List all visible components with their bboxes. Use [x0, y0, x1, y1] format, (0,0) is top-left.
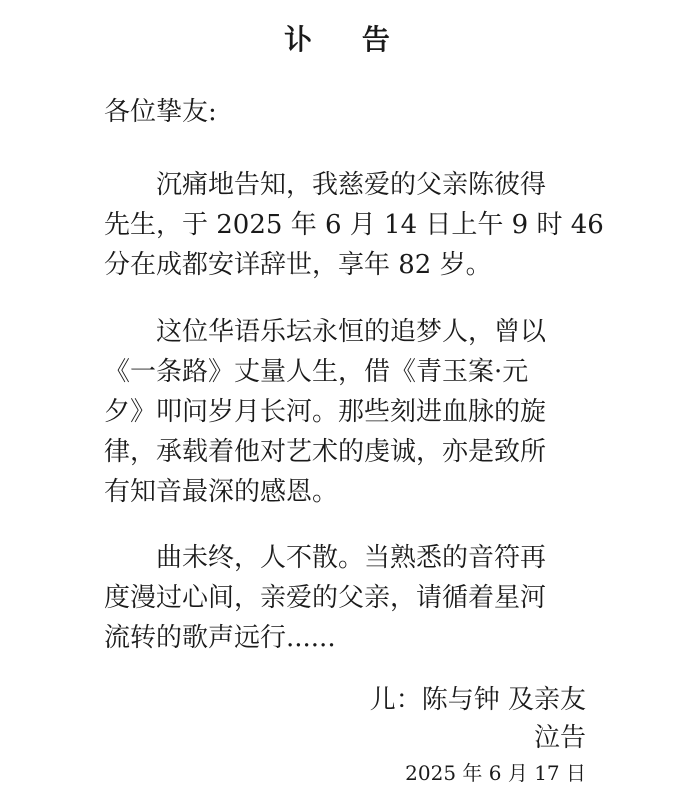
- paragraph-line: 夕》叩问岁月长河。那些刻进血脉的旋: [104, 397, 547, 427]
- signature-announce: 泣告: [533, 723, 586, 753]
- paragraph-line: 律，承载着他对艺术的虔诚，亦是致所: [104, 437, 547, 467]
- paragraph-line: 流转的歌声远行......: [104, 623, 336, 653]
- document-title: 讣 告: [284, 23, 410, 56]
- paragraph-line: 度漫过心间，亲爱的父亲，请循着星河: [104, 583, 547, 613]
- paragraph-line: 这位华语乐坛永恒的追梦人，曾以: [156, 317, 547, 347]
- paragraph-line: 沉痛地告知，我慈爱的父亲陈彼得: [156, 170, 547, 200]
- paragraph-line: 有知音最深的感恩。: [104, 477, 339, 507]
- paragraph-line: 曲未终，人不散。当熟悉的音符再: [156, 543, 547, 573]
- notice-date: 2025 年 6 月 17 日: [405, 761, 586, 785]
- paragraph-announcement: [104, 165, 604, 285]
- paragraph-line: 先生，于 2025 年 6 月 14 日上午 9 时 46: [104, 210, 604, 240]
- paragraph-line: 分在成都安详辞世，享年 82 岁。: [104, 250, 492, 280]
- salutation: 各位挚友:: [104, 97, 217, 127]
- paragraph-farewell: [104, 538, 594, 658]
- signature-family: 儿：陈与钟 及亲友: [369, 685, 586, 715]
- paragraph-tribute: [104, 312, 594, 512]
- paragraph-line: 《一条路》丈量人生，借《青玉案·元: [104, 357, 529, 387]
